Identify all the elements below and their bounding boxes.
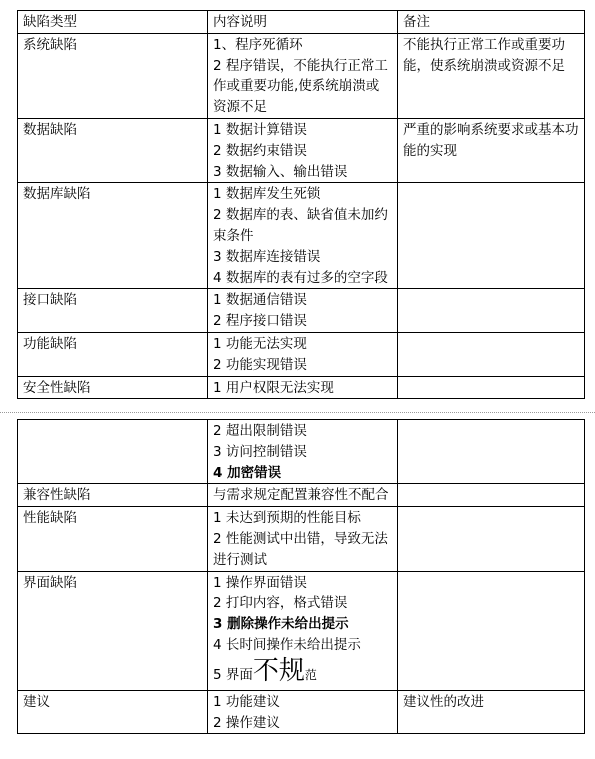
remarks-cell (398, 332, 585, 376)
content-line: 2 程序接口错误 (213, 313, 307, 330)
content-cell (208, 332, 398, 376)
content-line: 1 用户权限无法实现 (213, 379, 334, 396)
content-cell (208, 484, 398, 507)
content-cell (208, 33, 398, 118)
content-line: 1 数据计算错误 (213, 121, 307, 138)
content-cell (208, 571, 398, 690)
defect-type-cell: 系统缺陷 (18, 33, 208, 118)
content-line: 2 打印内容，格式错误 (213, 595, 348, 612)
content-line: 与需求规定配置兼容性不配合 (213, 487, 389, 504)
content-line: 4 加密错误 (213, 464, 282, 481)
header-remarks: 备注 (398, 11, 585, 34)
defect-type-cell (18, 420, 208, 484)
table-row (18, 33, 585, 118)
content-cell (208, 420, 398, 484)
table-row (18, 484, 585, 507)
content-line (213, 656, 392, 690)
remarks-cell (398, 289, 585, 333)
defect-type-cell: 功能缺陷 (18, 332, 208, 376)
content-line: 4 长时间操作未给出提示 (213, 636, 361, 653)
content-line: 2 程序错误，不能执行正常工作或重要功能,使系统崩溃或资源不足 (213, 57, 388, 116)
content-line: 2 数据库的表、缺省值未加约束条件 (213, 207, 388, 244)
defect-type-cell: 性能缺陷 (18, 507, 208, 571)
defect-type-cell: 界面缺陷 (18, 571, 208, 690)
remarks-cell (398, 183, 585, 289)
content-cell (208, 690, 398, 734)
defect-type-cell: 安全性缺陷 (18, 376, 208, 399)
content-line: 2 超出限制错误 (213, 423, 307, 439)
content-line: 3 删除操作未给出提示 (213, 616, 349, 633)
table-row (18, 420, 585, 484)
header-content: 内容说明 (208, 11, 398, 34)
remarks-cell: 建议性的改进 (398, 690, 585, 734)
content-line: 3 访问控制错误 (213, 443, 307, 460)
defect-type-cell: 接口缺陷 (18, 289, 208, 333)
content-cell (208, 507, 398, 571)
defect-table-part-1 (17, 10, 585, 399)
content-line: 4 数据库的表有过多的空字段 (213, 269, 388, 286)
remarks-cell (398, 507, 585, 571)
table-row (18, 376, 585, 399)
remarks-cell (398, 376, 585, 399)
remarks-cell: 不能执行正常工作或重要功能，使系统崩溃或资源不足 (398, 33, 585, 118)
table-row (18, 332, 585, 376)
table-row (18, 289, 585, 333)
content-cell (208, 289, 398, 333)
table-row (18, 183, 585, 289)
remarks-cell (398, 571, 585, 690)
defect-type-cell: 数据缺陷 (18, 118, 208, 182)
content-line: 2 操作建议 (213, 714, 280, 731)
content-cell (208, 183, 398, 289)
defect-type-cell: 兼容性缺陷 (18, 484, 208, 507)
defect-type-cell: 建议 (18, 690, 208, 734)
page-break-divider (0, 412, 595, 414)
content-line: 1 操作界面错误 (213, 574, 307, 591)
remarks-cell (398, 420, 585, 484)
content-line: 1、程序死循环 (213, 36, 303, 53)
content-line: 2 数据约束错误 (213, 142, 307, 159)
defect-type-cell: 数据库缺陷 (18, 183, 208, 289)
content-line: 2 功能实现错误 (213, 356, 307, 373)
defect-table-part-2 (17, 419, 585, 734)
content-line: 1 未达到预期的性能目标 (213, 510, 361, 527)
table-row (18, 690, 585, 734)
content-line-big-text: 不规 (252, 655, 305, 686)
content-line: 1 功能无法实现 (213, 335, 307, 352)
content-line: 1 数据通信错误 (213, 292, 307, 309)
content-cell (208, 376, 398, 399)
remarks-cell (398, 484, 585, 507)
table-row (18, 571, 585, 690)
content-line: 1 数据库发生死锁 (213, 186, 321, 203)
table-header-row (18, 11, 585, 34)
content-line: 2 性能测试中出错，导致无法进行测试 (213, 530, 388, 568)
remarks-cell: 严重的影响系统要求或基本功能的实现 (398, 118, 585, 182)
content-line: 3 数据输入、输出错误 (213, 163, 348, 180)
content-line: 3 数据库连接错误 (213, 248, 321, 265)
content-line-suffix: 范 (304, 667, 317, 682)
content-cell (208, 118, 398, 182)
table-row (18, 118, 585, 182)
table-row (18, 507, 585, 571)
header-defect-type: 缺陷类型 (18, 11, 208, 34)
content-line-prefix: 5 界面 (213, 666, 253, 683)
content-line: 1 功能建议 (213, 693, 280, 710)
